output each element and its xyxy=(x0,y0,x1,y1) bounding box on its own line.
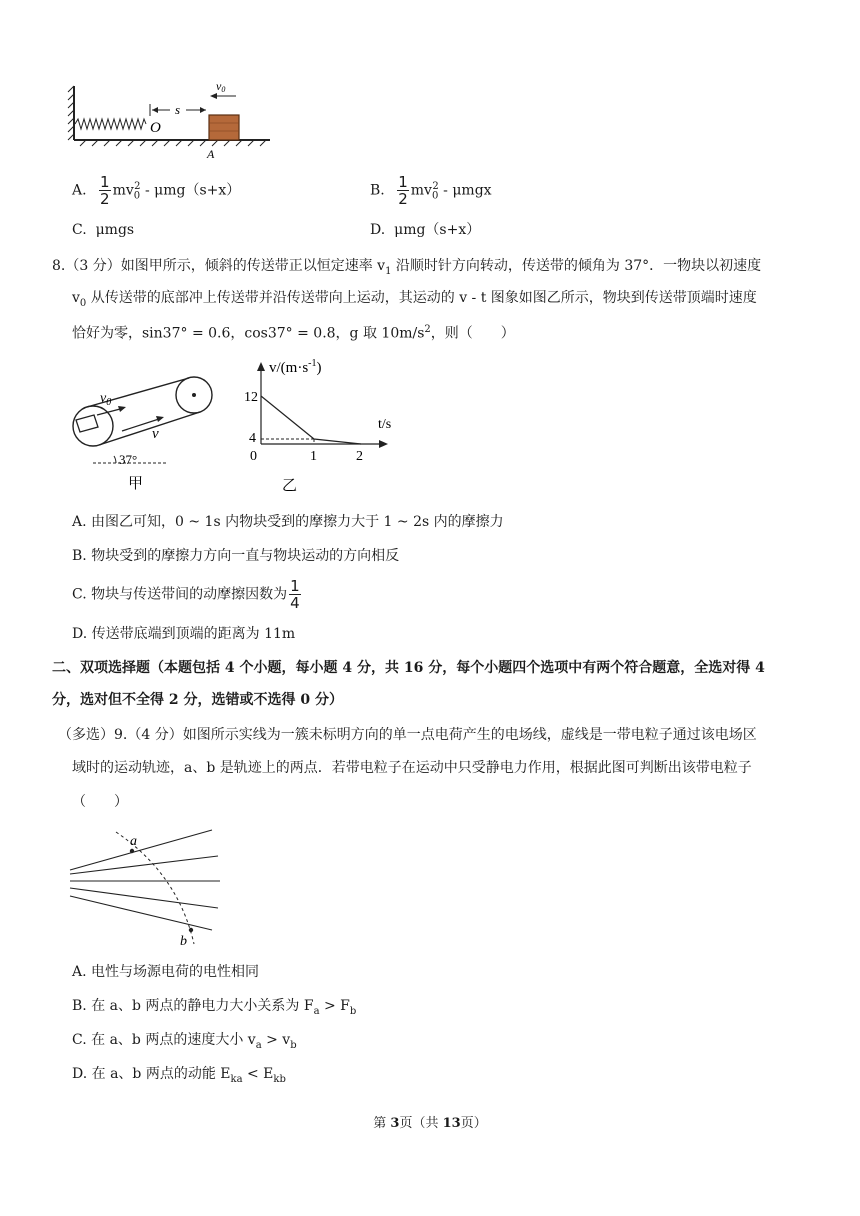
svg-text:v: v xyxy=(152,426,159,442)
tick-2: 2 xyxy=(356,449,363,464)
spring xyxy=(75,119,146,129)
y-axis-label: $v/(m\cdot s^{-1})$ xyxy=(269,358,322,376)
a-label: A xyxy=(207,147,215,161)
q9-option-b[interactable]: B. 在 a、b 两点的静电力大小关系为 $F_a > F_b$ xyxy=(72,998,357,1017)
q7-option-d[interactable]: D. μmg（s+x） xyxy=(370,222,481,238)
svg-text:37°: 37° xyxy=(119,452,138,467)
page-footer: 第 3页（共 13页） xyxy=(373,1116,487,1131)
tick-4: 4 xyxy=(249,431,256,446)
q8-stem-line1: 8.（3 分）如图甲所示，倾斜的传送带正以恒定速率 $v_1$ 沿顺时针方向转动，传送带的倾角为 37°．一物块以初速度 xyxy=(52,258,762,277)
q8-option-c[interactable]: C. 物块与传送带间的动摩擦因数为 $\frac{1}{4}$ xyxy=(72,577,300,612)
q9-stem-line2: 域时的运动轨迹，a、b 是轨迹上的两点．若带电粒子在运动中只受静电力作用，根据此图可判断出该带电粒子 xyxy=(72,760,752,776)
point-a xyxy=(130,849,134,853)
caption-jia: 甲 xyxy=(128,476,144,492)
page-number: 3 xyxy=(390,1116,400,1131)
fraction-half: $\frac{1}{2}$ xyxy=(100,173,110,208)
svg-text:v0: $v_0$ xyxy=(100,391,112,408)
s-label: s xyxy=(175,102,181,117)
section-two-heading-line2: 分，选对但不全得 2 分，选错或不选得 0 分） xyxy=(52,692,343,708)
q8-option-b[interactable]: B. 物块受到的摩擦力方向一直与物块运动的方向相反 xyxy=(72,548,400,564)
q8-stem-line3: 恰好为零，sin37° = 0.6，cos37° = 0.8，g 取 $10m/s^2$，则（ ） xyxy=(72,324,515,342)
q9-stem-line3: （ ） xyxy=(72,794,128,810)
q9-option-a[interactable]: A. 电性与场源电荷的电性相同 xyxy=(72,964,260,980)
q9-option-d[interactable]: D. 在 a、b 两点的动能 $E_{ka} < E_{kb}$ xyxy=(72,1066,286,1085)
spring-block-figure xyxy=(66,78,276,164)
tick-0: 0 xyxy=(250,449,257,464)
q8-option-d[interactable]: D. 传送带底端到顶端的距离为 11m xyxy=(72,626,296,642)
trajectory-path xyxy=(116,832,194,944)
field-lines-figure xyxy=(66,826,226,950)
svg-text:a: a xyxy=(130,834,137,849)
q8-stem-line2: $v_0$ 从传送带的底部冲上传送带并沿传送带向上运动，其运动的 v - t 图象如图乙所示，物块到传送带顶端时速度 xyxy=(72,290,757,309)
q8-option-a[interactable]: A. 由图乙可知，0 ~ 1s 内物块受到的摩擦力大于 1 ~ 2s 内的摩擦力 xyxy=(72,514,504,530)
q7-option-b[interactable]: B. $\frac{1}{2}$ $mv_0^2$ - μmgx xyxy=(370,173,492,208)
section-two-heading-line1: 二、双项选择题（本题包括 4 个小题，每小题 4 分，共 16 分，每个小题四个选项中有两个符合题意，全选对得 4 xyxy=(52,660,765,676)
q7-option-a[interactable]: A. $\frac{1}{2}$ $mv_0^2 - \mu mg(s+x)$ xyxy=(72,173,241,208)
v0-label: v0 xyxy=(216,79,226,94)
block xyxy=(209,115,239,140)
page-total: 13 xyxy=(442,1116,461,1131)
vt-graph xyxy=(242,356,414,498)
point-b xyxy=(189,928,193,932)
q7-option-c[interactable]: C. μmgs xyxy=(72,222,135,238)
tick-12: 12 xyxy=(244,390,258,405)
block xyxy=(76,415,98,432)
fraction-quarter: $\frac{1}{4}$ xyxy=(290,577,300,612)
q9-option-c[interactable]: C. 在 a、b 两点的速度大小 $v_a > v_b$ xyxy=(72,1032,297,1051)
caption-yi: 乙 xyxy=(282,478,298,494)
o-label: O xyxy=(150,120,161,136)
x-axis-label: t/s xyxy=(378,417,392,432)
fraction-half: $\frac{1}{2}$ xyxy=(398,173,408,208)
conveyor-belt-figure xyxy=(66,364,226,492)
svg-text:b: b xyxy=(180,934,187,949)
q9-stem-line1: （多选）9.（4 分）如图所示实线为一簇未标明方向的单一点电荷产生的电场线，虚线是一带电粒子通过该电场区 xyxy=(58,727,757,743)
tick-1: 1 xyxy=(310,449,317,464)
vt-line xyxy=(261,396,361,444)
